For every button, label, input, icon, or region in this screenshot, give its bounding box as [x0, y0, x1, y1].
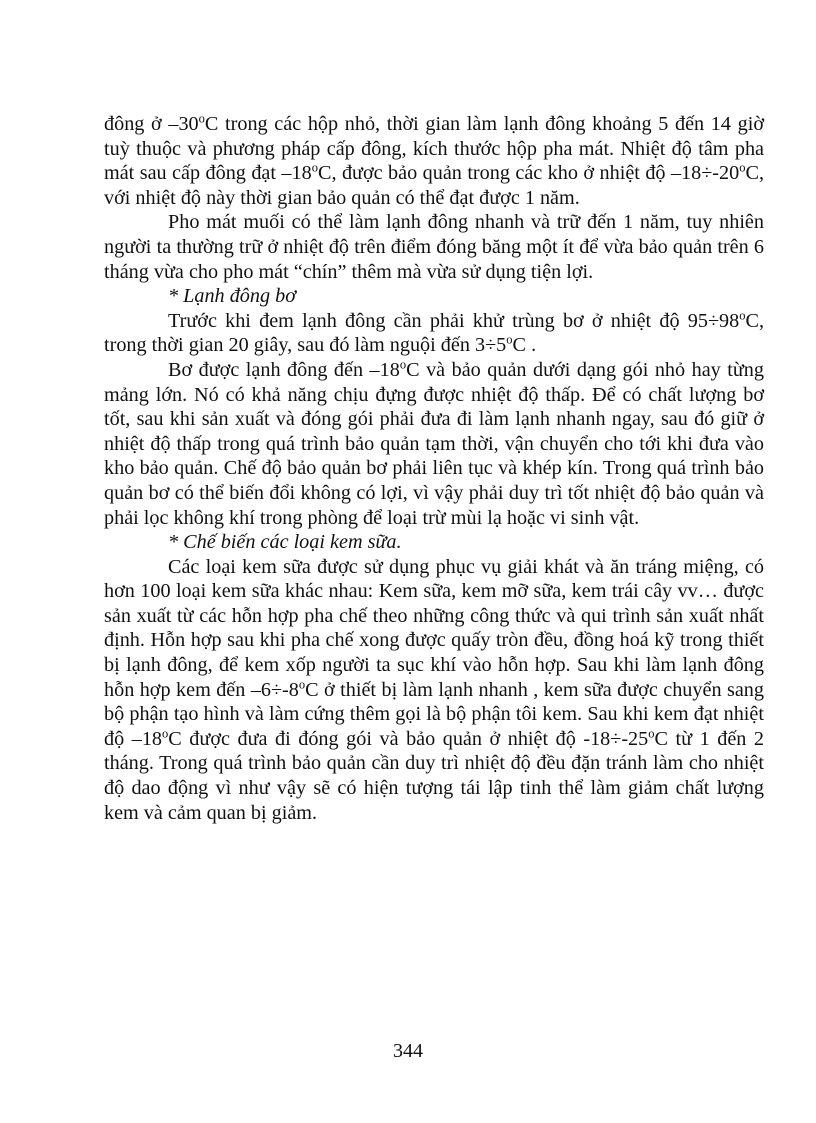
- page-number: 344: [393, 1040, 423, 1062]
- page-body: [104, 112, 764, 825]
- heading-butter-freezing: * Lạnh đông bơ: [168, 285, 296, 308]
- paragraph-butter-storage: Bơ được lạnh đông đến –18$^o$C và bảo quản dưới dạng gói nhỏ hay từng mảng lớn. Nó có khả năng chịu đựng được nhiệt độ thấp. Để có chất lượng bơ tốt, sau khi sản xuất và đóng gói phải đưa đi làm lạnh nhanh ngay, sau đó giữ ở nhiệt độ thấp trong quá trình bảo quản tạm thời, vận chuyển cho tới khi đưa vào kho bảo quản. Chế độ bảo quản bơ phải liên tục và khép kín. Trong quá trình bảo quản bơ có thể biến đổi không có lợi, vì vậy phải duy trì tốt nhiệt độ bảo quản và phải lọc không khí trong phòng để loại trừ mùi lạ hoặc vi sinh vật.: [104, 357, 764, 529]
- heading-ice-cream-processing: * Chế biến các loại kem sữa.: [168, 531, 402, 554]
- paragraph-butter-sterilization: Trước khi đem lạnh đông cần phải khử trùng bơ ở nhiệt độ $95\div 98^oC$, trong thời gian 20 giây, sau đó làm nguội đến $3\div 5^oC$ .: [104, 308, 764, 357]
- paragraph-continuation: đông ở –30$^o$C trong các hộp nhỏ, thời gian làm lạnh đông khoảng 5 đến 14 giờ tuỳ thuộc và phương pháp cấp đông, kích thước hộp pha mát. Nhiệt độ tâm pha mát sau cấp đông đạt –18$^o$C, được bảo quản trong các kho ở nhiệt độ $-18\div-20^oC$, với nhiệt độ này thời gian bảo quản có thể đạt được 1 năm.: [104, 111, 764, 209]
- paragraph-ice-cream: Các loại kem sữa được sử dụng phục vụ giải khát và ăn tráng miệng, có hơn 100 loại kem sữa khác nhau: Kem sữa, kem mỡ sữa, kem trái cây vv… được sản xuất từ các hỗn hợp pha chế theo những công thức và qui trình sản xuất nhất định. Hỗn hợp sau khi pha chế xong được quấy tròn đều, đồng hoá kỹ trong thiết bị lạnh đông, để kem xốp người ta sục khí vào hỗn hợp. Sau khi làm lạnh đông hỗn hợp kem đến $-6\div-8^oC$ ở thiết bị làm lạnh nhanh , kem sữa được chuyển sang bộ phận tạo hình và làm cứng thêm gọi là bộ phận tôi kem. Sau khi kem đạt nhiệt độ –18$^o$C được đưa đi đóng gói và bảo quản ở nhiệt độ $-18\div-25^oC$ từ 1 đến 2 tháng. Trong quá trình bảo quản cần duy trì nhiệt độ đều đặn tránh làm cho nhiệt độ dao động vì như vậy sẽ có hiện tượng tái lập tinh thể làm giảm chất lượng kem và cảm quan bị giảm.: [104, 555, 764, 824]
- paragraph-salted-cheese: Pho mát muối có thể làm lạnh đông nhanh và trữ đến 1 năm, tuy nhiên người ta thường trữ ở nhiệt độ trên điểm đóng băng một ít để vừa bảo quản trên 6 tháng vừa cho pho mát “chín” thêm mà vừa sử dụng tiện lợi.: [104, 211, 764, 283]
